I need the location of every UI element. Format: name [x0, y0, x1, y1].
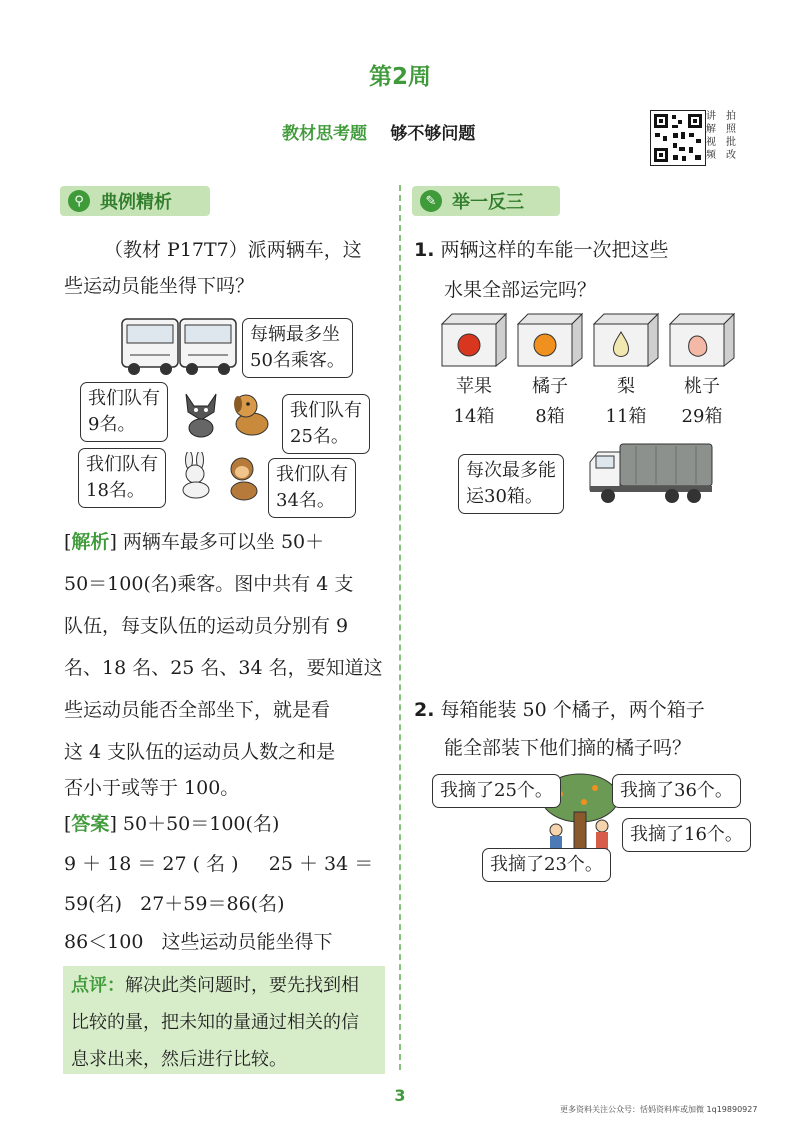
pick-bubble-3: 我摘了16个。	[622, 818, 751, 852]
q2-number: 2.	[414, 699, 435, 721]
fruit-count-pear: 11箱	[605, 406, 647, 427]
rabbit-illustration	[176, 452, 216, 504]
fruit-name-pear: 梨	[617, 376, 635, 397]
week-title: 第2周	[368, 64, 431, 90]
problem-line-2: 些运动员能坐得下吗？	[64, 275, 255, 297]
team-bubble-2: 我们队有 25名。	[282, 394, 370, 454]
answer-line-1: [答案] 50＋50＝100(名)	[64, 813, 280, 835]
truck-illustration	[586, 440, 716, 510]
answer-line-4: 86＜100 这些运动员能坐得下	[64, 931, 333, 953]
analysis-line-4: 名、18 名、25 名、34 名，要知道这	[64, 657, 383, 679]
fruit-name-apple: 苹果	[456, 376, 492, 397]
bus-illustration	[120, 315, 240, 381]
bus-speech-bubble: 每辆最多坐 50名乘客。	[242, 318, 353, 378]
team-bubble-4: 我们队有 34名。	[268, 458, 356, 518]
column-divider	[399, 185, 401, 1070]
right-section-title: 举一反三	[452, 192, 524, 213]
fruit-count-orange: 8箱	[535, 406, 565, 427]
analysis-line-2: 50＝100(名)乘客。图中共有 4 支	[64, 573, 354, 595]
dog-illustration	[230, 392, 276, 442]
pick-bubble-2: 我摘了36个。	[612, 774, 741, 808]
peach-box	[666, 312, 736, 368]
analysis-line-3: 队伍，每支队伍的运动员分别有 9	[64, 615, 349, 637]
comment-line-1: 点评：解决此类问题时，要先找到相	[71, 975, 359, 996]
answer-tag: 答案	[71, 813, 110, 835]
magnifier-icon: ⚲	[68, 190, 90, 212]
q1-number: 1.	[414, 239, 435, 261]
pick-bubble-4: 我摘了23个。	[482, 848, 611, 882]
q1-line-2: 水果全部运完吗？	[444, 279, 597, 301]
section-label: 教材思考题	[282, 124, 367, 144]
page-number: 3	[394, 1086, 406, 1105]
comment-line-3: 息求出来，然后进行比较。	[71, 1049, 287, 1070]
comment-tag: 点评：	[71, 975, 125, 996]
left-section-title: 典例精析	[100, 192, 172, 213]
qr-code[interactable]	[650, 110, 706, 166]
topic-title: 够不够问题	[390, 124, 476, 144]
answer-line-2: 9 ＋ 18 ＝ 27 ( 名 ) 25 ＋ 34 ＝	[64, 853, 374, 875]
truck-speech-bubble: 每次最多能 运30箱。	[458, 454, 564, 514]
fox-illustration	[180, 390, 222, 442]
pencil-icon: ✎	[420, 190, 442, 212]
left-section-header	[60, 186, 210, 216]
footer-note: 更多资料关注公众号：恬妈资料库或加微 1q19890927	[560, 1105, 758, 1114]
fruit-count-peach: 29箱	[681, 406, 723, 427]
comment-line-2: 比较的量，把未知的量通过相关的信	[71, 1012, 359, 1033]
q2-line-2: 能全部装下他们摘的橘子吗？	[444, 737, 692, 759]
analysis-tag: 解析	[71, 531, 110, 553]
fruit-name-orange: 橘子	[532, 376, 568, 397]
pick-bubble-1: 我摘了25个。	[432, 774, 561, 808]
answer-line-3: 59(名) 27＋59＝86(名)	[64, 893, 285, 915]
q2-line-1: 2. 每箱能装 50 个橘子，两个箱子	[414, 699, 705, 721]
team-bubble-1: 我们队有 9名。	[80, 382, 168, 442]
fruit-name-peach: 桃子	[684, 376, 720, 397]
page-subtitle	[282, 119, 475, 144]
apple-box	[438, 312, 508, 368]
analysis-line-6: 这 4 支队伍的运动员人数之和是	[64, 741, 336, 763]
team-bubble-3: 我们队有 18名。	[78, 448, 166, 508]
analysis-line-1: [解析] 两辆车最多可以坐 50＋	[64, 531, 325, 553]
right-section-header	[412, 186, 560, 216]
analysis-line-7: 否小于或等于 100。	[64, 777, 240, 799]
analysis-line-5: 些运动员能否全部坐下，就是看	[64, 699, 331, 721]
orange-box	[514, 312, 584, 368]
fruit-count-apple: 14箱	[453, 406, 495, 427]
comment-box	[63, 966, 385, 1074]
q1-line-1: 1. 两辆这样的车能一次把这些	[414, 239, 669, 261]
monkey-illustration	[222, 455, 266, 505]
problem-line-1: （教材 P17T7）派两辆车，这	[104, 239, 362, 261]
qr-caption: 讲 拍 解 照 视 批 频 改	[706, 111, 736, 161]
pear-box	[590, 312, 660, 368]
